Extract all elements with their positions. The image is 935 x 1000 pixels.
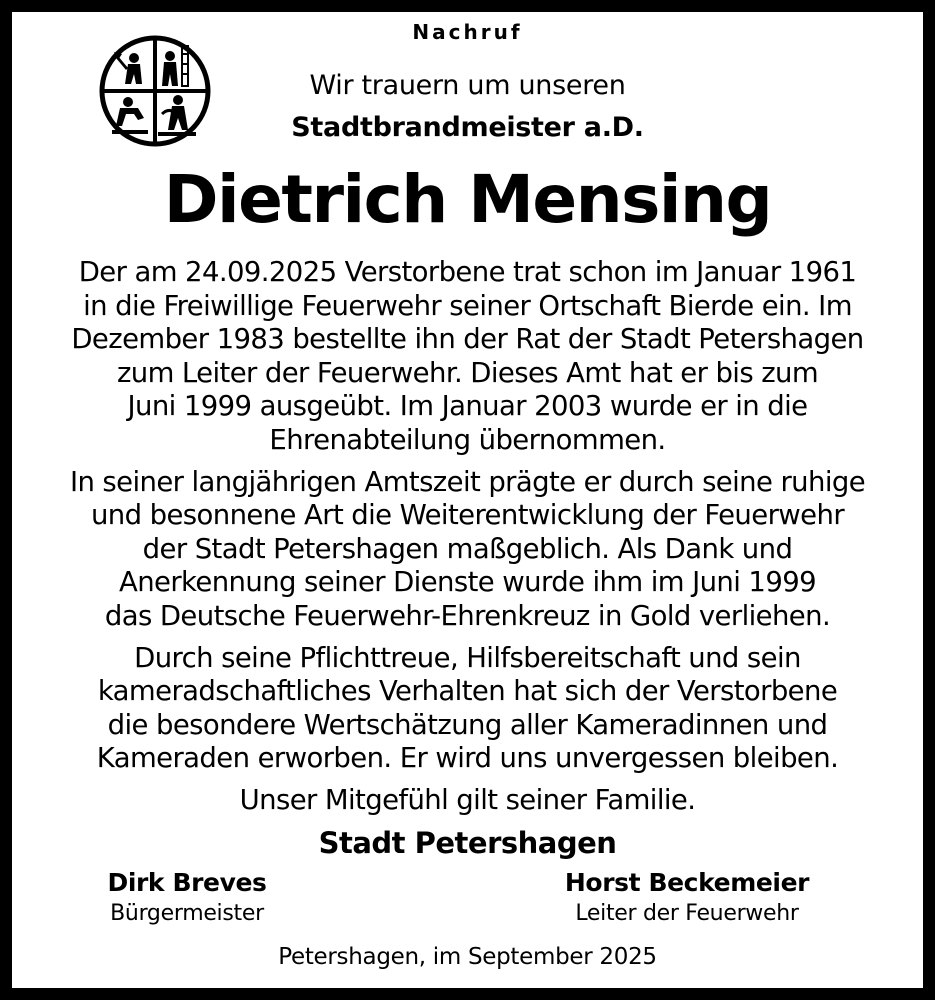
signatory-left: [57, 868, 317, 926]
text-line: Durch seine Pflichttreue, Hilfsbereitschaft und sein: [134, 641, 801, 674]
signatory-right: [547, 868, 827, 926]
paragraph-1: [12, 256, 923, 458]
text-line: und besonnene Art die Weiterentwicklung der Feuerwehr: [90, 499, 845, 532]
text-line: In seiner langjährigen Amtszeit prägte er durch seine ruhige: [69, 465, 866, 498]
signatory-name: Dirk Breves: [107, 868, 267, 897]
text-line: das Deutsche Feuerwehr-Ehrenkreuz in Gold verliehen.: [104, 599, 831, 632]
text-line: der Stadt Petershagen maßgeblich. Als Dank und: [142, 532, 793, 565]
deceased-name: Dietrich Mensing: [163, 161, 772, 238]
paragraph-3: [12, 642, 923, 776]
text-line: Unser Mitgefühl gilt seiner Familie.: [239, 783, 696, 816]
text-line: die besondere Wertschätzung aller Kameradinnen und: [107, 708, 828, 741]
signatory-name: Horst Beckemeier: [564, 868, 810, 897]
paragraph-2: [12, 466, 923, 634]
text-line: kameradschaftliches Verhalten hat sich der Verstorbene: [97, 675, 838, 708]
text-line: Dezember 1983 bestellte ihn der Rat der Stadt Petershagen: [71, 323, 864, 356]
place-and-date: Petershagen, im September 2025: [278, 944, 657, 970]
text-line: Der am 24.09.2025 Verstorbene trat schon im Januar 1961: [78, 256, 857, 288]
notice-heading: Nachruf: [412, 20, 523, 44]
text-line: zum Leiter der Feuerwehr. Dieses Amt hat er bis zum: [116, 356, 819, 389]
paragraph-4: [12, 784, 923, 818]
text-line: Juni 1999 ausgeübt. Im Januar 2003 wurde er in die: [127, 390, 808, 423]
text-line: Kameraden erworben. Er wird uns unvergessen bleiben.: [96, 742, 839, 775]
signing-organization: Stadt Petershagen: [318, 826, 617, 860]
obituary-body: [12, 256, 923, 826]
deceased-title: Stadtbrandmeister a.D.: [291, 112, 644, 143]
signatory-role: Bürgermeister: [110, 901, 264, 926]
text-line: in die Freiwillige Feuerwehr seiner Ortschaft Bierde ein. Im: [83, 289, 852, 322]
obituary-notice: [12, 12, 923, 988]
text-line: Ehrenabteilung übernommen.: [269, 423, 666, 456]
signatory-role: Leiter der Feuerwehr: [575, 901, 799, 926]
text-line: Anerkennung seiner Dienste wurde ihm im Juni 1999: [118, 566, 817, 599]
intro-line: Wir trauern um unseren: [309, 70, 626, 101]
